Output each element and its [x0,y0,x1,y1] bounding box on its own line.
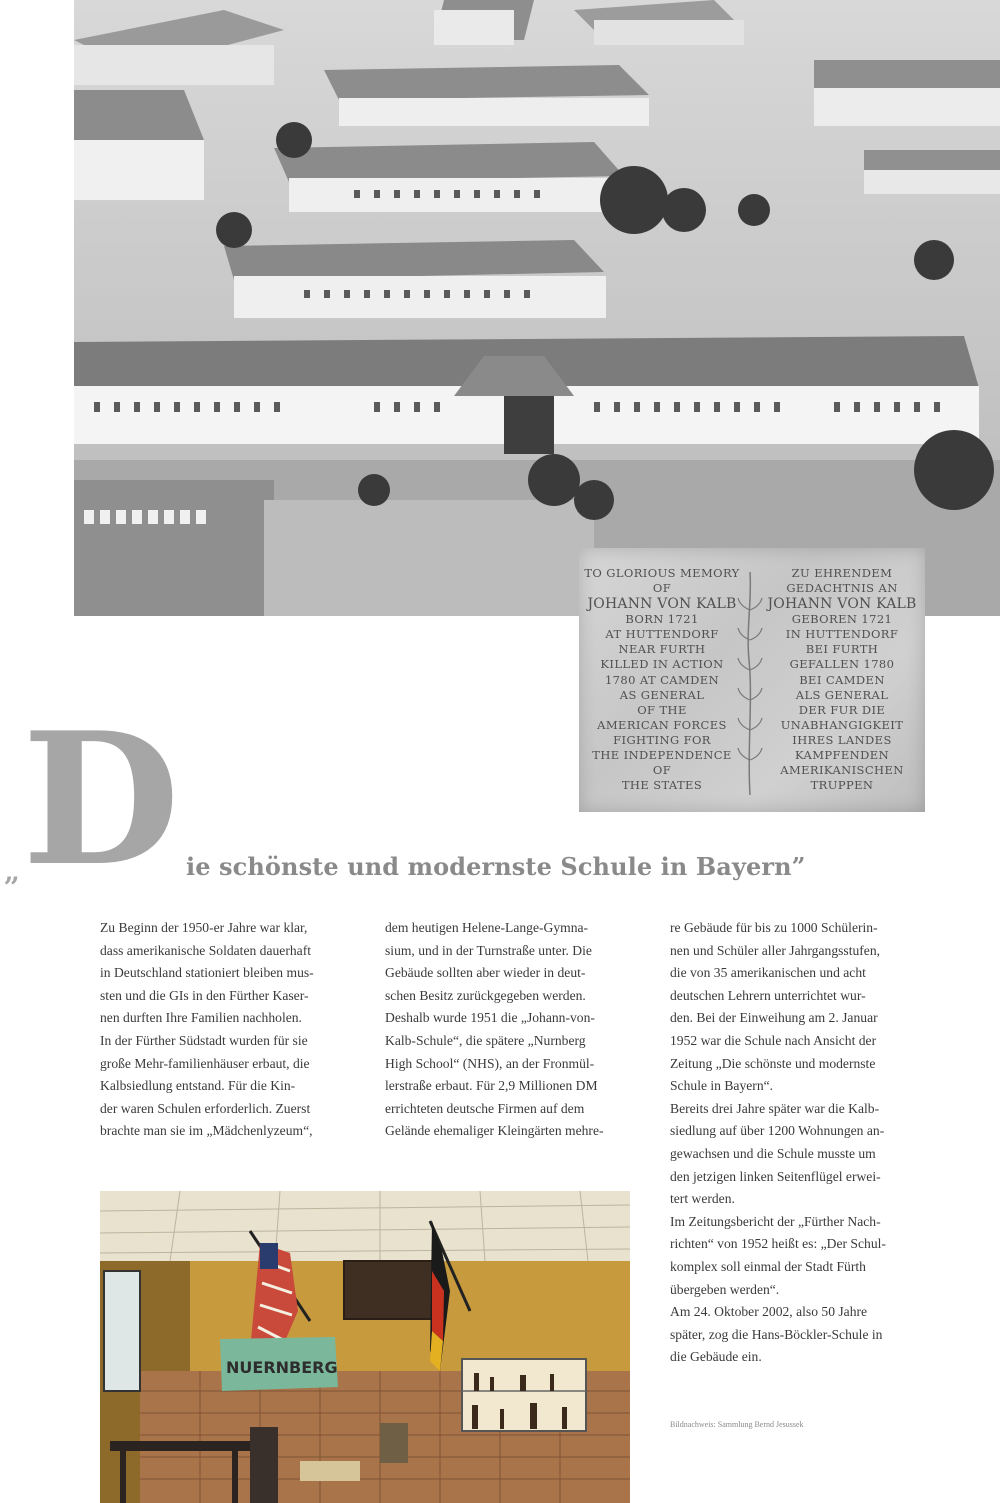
text-line: übergeben werden“. [670,1281,780,1297]
text-line: Gebäude sollten aber wieder in deut- [385,965,586,981]
text-line: tert werden. [670,1191,735,1207]
text-line: die Gebäude ein. [670,1349,762,1365]
plaque-line: JOHANN VON KALB [587,596,737,613]
text-line: re Gebäude für bis zu 1000 Schülerin- [670,920,878,935]
plaque-line: THE INDEPENDENCE [592,748,732,763]
text-line: Deshalb wurde 1951 die „Johann-von- [385,1010,595,1026]
text-line: High School“ (NHS), an der Fronmül- [385,1055,595,1071]
body-column-3 [670,917,922,1369]
plaque-line: UNABHANGIGKEIT [780,717,904,732]
plaque-line: IHRES LANDES [792,732,892,747]
plaque-line: NEAR FURTH [618,642,706,657]
plaque-english-text [584,566,740,793]
photo-credit: Bildnachweis: Sammlung Bernd Jesussek [670,1420,804,1429]
aerial-photo-school [74,0,1000,616]
plaque-line: BORN 1721 [625,612,699,627]
text-line: Kalb-Schule“, die spätere „Nurnberg [385,1032,586,1048]
text-line: lerstraße erbaut. Für 2,9 Millionen DM [385,1078,598,1094]
plaque-line: OF THE [637,702,687,717]
plaque-line: GEDACHTNIS AN [786,581,898,596]
body-column-2 [385,917,637,1143]
text-line: richten“ von 1952 heißt es: „Der Schul- [670,1236,886,1252]
headline-open-quote: „ [4,855,21,888]
text-line: Im Zeitungsbericht der „Fürther Nach- [670,1213,881,1229]
text-line: Am 24. Oktober 2002, also 50 Jahre [670,1304,868,1320]
plaque-line: ALS GENERAL [795,687,889,702]
headline-title: ie schönste und modernste Schule in Bayern” [186,852,806,881]
text-line: schen Besitz zurückgegeben werden. [385,987,586,1003]
text-line: In der Fürther Südstadt wurden für sie [100,1032,308,1048]
text-line: Zu Beginn der 1950-er Jahre war klar, [100,920,308,935]
text-line: nen und Schüler aller Jahrgangsstufen, [670,942,881,958]
text-line: nen durften Ihre Familien nachholen. [100,1010,302,1026]
plaque-line: 1780 AT CAMDEN [604,672,720,687]
text-line: deutschen Lehrern unterrichtet wur- [670,987,866,1003]
text-line: den. Bei der Einweihung am 2. Januar [670,1010,878,1026]
plaque-line: GEFALLEN 1780 [789,657,895,672]
plaque-line: AS GENERAL [619,687,705,702]
plaque-line: AT HUTTENDORF [605,627,719,642]
text-line: Zeitung „Die schönste und modernste [670,1055,876,1071]
text-line: der waren Schulen erforderlich. Zuerst [100,1100,311,1116]
plaque-line: TO GLORIOUS MEMORY [584,566,740,580]
plaque-german-text [767,566,917,793]
text-line: errichteten deutsche Firmen auf dem [385,1100,585,1116]
plaque-line: OF [652,763,672,778]
text-line: Schule in Bayern“. [670,1078,774,1094]
plaque-line: GEBOREN 1721 [791,612,893,627]
text-line: dem heutigen Helene-Lange-Gymna- [385,920,589,935]
text-line: in Deutschland stationiert bleiben mus- [100,965,314,981]
plaque-line: THE STATES [621,778,703,793]
text-line: später, zog die Hans-Böckler-Schule in [670,1326,883,1342]
text-line: dass amerikanische Soldaten dauerhaft [100,942,312,958]
plaque-line: DER FUR DIE [798,702,886,717]
text-line: den jetzigen linken Seitenflügel erwei- [670,1168,881,1184]
text-line: Gelände ehemaliger Kleingärten mehre- [385,1123,604,1139]
plaque-line: IN HUTTENDORF [785,627,899,642]
plaque-line: OF [652,581,672,596]
laurel-branch-icon [735,570,765,800]
text-line: sten und die GIs in den Fürther Kaser- [100,987,309,1003]
text-line: brachte man sie im „Mädchenlyzeum“, [100,1123,313,1139]
text-line: siedlung auf über 1200 Wohnungen an- [670,1123,885,1139]
text-line: komplex soll einmal der Stadt Fürth [670,1258,866,1274]
plaque-line: KAMPFENDEN [794,748,890,763]
plaque-line: KILLED IN ACTION [600,657,724,672]
text-line: sium, und in der Turnstraße unter. Die [385,942,592,958]
plaque-line: TRUPPEN [810,778,874,793]
text-line: große Mehr-familienhäuser erbaut, die [100,1055,310,1071]
plaque-line: BEI CAMDEN [799,672,885,687]
text-line: 1952 war die Schule nach Ansicht der [670,1032,877,1048]
memorial-plaque [579,548,925,812]
text-line: Bereits drei Jahre später war die Kalb- [670,1100,880,1116]
banner-text: NUERNBERG [226,1358,338,1377]
headline-dropcap: D [22,692,180,906]
plaque-line: AMERIKANISCHEN [780,763,904,778]
plaque-line: BEI FURTH [805,642,879,657]
body-column-1 [100,917,352,1143]
plaque-line: FIGHTING FOR [613,732,711,747]
text-line: gewachsen und die Schule musste um [670,1145,876,1161]
text-line: Kalbsiedlung entstand. Für die Kin- [100,1078,296,1094]
interior-photo-hall [100,1191,630,1503]
text-line: die von 35 amerikanischen und acht [670,965,866,981]
plaque-line: JOHANN VON KALB [767,596,917,613]
plaque-line: ZU EHRENDEM [791,566,893,580]
plaque-line: AMERICAN FORCES [597,717,727,732]
